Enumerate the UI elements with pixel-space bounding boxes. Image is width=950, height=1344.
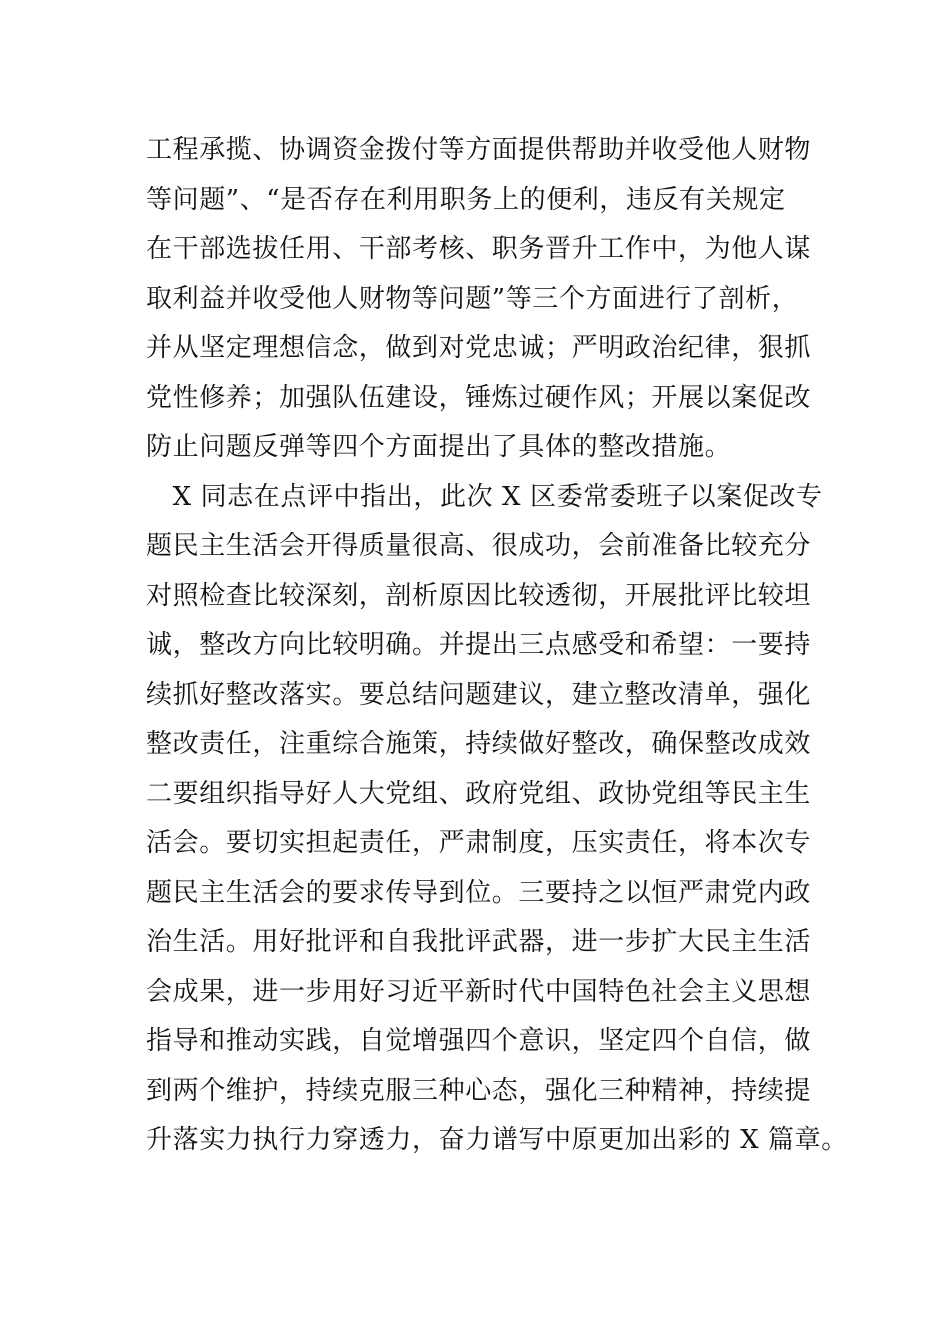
text-line: 治生活。用好批评和自我批评武器，进一步扩大民主生活 — [146, 927, 812, 957]
text-line: 续抓好整改落实。要总结问题建议，建立整改清单，强化 — [146, 679, 812, 710]
text-line: 到两个维护，持续克服三种心态，强化三种精神，持续提 — [146, 1075, 812, 1106]
text-line: 题民主生活会开得质量很高、很成功，会前准备比较充分 — [146, 531, 812, 561]
text-line: 党性修养；加强队伍建设，锤炼过硬作风；开展以案促改 — [146, 382, 812, 413]
body-text — [146, 126, 846, 1166]
text-line: 诚，整改方向比较明确。并提出三点感受和希望：一要持 — [146, 630, 812, 660]
text-line: 并从坚定理想信念，做到对党忠诚；严明政治纪律，狠抓 — [146, 333, 812, 363]
text-line: 活会。要切实担起责任，严肃制度，压实责任，将本次专 — [146, 828, 812, 858]
text-line: 整改责任，注重综合施策，持续做好整改，确保整改成效 — [146, 729, 812, 759]
text-line: 指导和推动实践，自觉增强四个意识，坚定四个自信，做 — [146, 1026, 812, 1056]
text-line: 会成果，进一步用好习近平新时代中国特色社会主义思想 — [146, 976, 812, 1007]
text-line: 二要组织指导好人大党组、政府党组、政协党组等民主生 — [146, 778, 812, 809]
text-line: 等问题”、“是否存在利用职务上的便利，违反有关规定 — [146, 184, 786, 215]
text-line: 题民主生活会的要求传导到位。三要持之以恒严肃党内政 — [146, 877, 812, 908]
text-line: 对照检查比较深刻，剖析原因比较透彻，开展批评比较坦 — [146, 580, 812, 611]
text-line: 升落实力执行力穿透力，奋力谱写中原更加出彩的 X 篇章。 — [146, 1125, 848, 1155]
text-line: 防止问题反弹等四个方面提出了具体的整改措施。 — [146, 432, 732, 462]
text-line: X 同志在点评中指出，此次 X 区委常委班子以案促改专 — [146, 481, 823, 512]
text-line: 工程承揽、协调资金拨付等方面提供帮助并收受他人财物 — [146, 135, 812, 165]
text-line: 在干部选拔任用、干部考核、职务晋升工作中，为他人谋 — [146, 234, 812, 264]
text-line: 取利益并收受他人财物等问题”等三个方面进行了剖析， — [146, 283, 799, 314]
